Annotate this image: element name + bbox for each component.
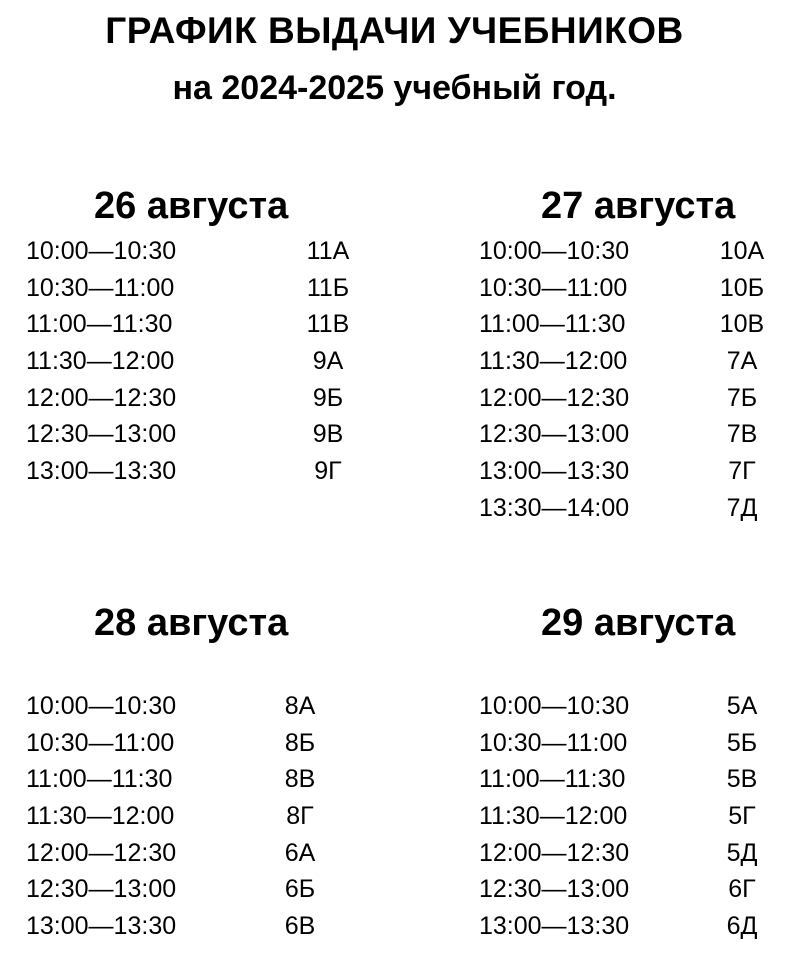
time-slot: 12:00—12:30 [479,838,630,867]
time-slot: 13:00—13:30 [26,457,177,486]
schedule-list [479,692,789,949]
class-name: 8Б [284,728,316,757]
class-name: 8А [284,692,316,720]
schedule-row [26,912,386,949]
schedule-row [26,839,386,876]
time-slot: 11:00—11:30 [479,310,626,339]
class-name: 7А [726,347,758,376]
schedule-row [479,729,789,766]
class-name: 10В [719,310,765,339]
schedule-row [479,912,789,949]
class-name: 9В [312,420,344,449]
schedule-row [479,494,789,531]
class-name: 5Д [726,838,758,867]
schedule-row [479,384,789,421]
page-subtitle: на 2024-2025 учебный год. [172,69,617,107]
class-name: 10Б [719,273,765,302]
class-name: 5Г [728,802,756,831]
schedule-list [26,237,386,494]
time-slot: 10:00—10:30 [479,237,630,265]
time-slot: 13:00—13:30 [479,912,630,941]
page-title: ГРАФИК ВЫДАЧИ УЧЕБНИКОВ [105,10,684,51]
class-name: 9Б [312,383,344,412]
class-name: 6Г [728,875,756,904]
day-heading: 29 августа [541,602,736,644]
schedule-row [479,875,789,912]
class-name: 11А [306,237,350,265]
schedule-row [26,802,386,839]
class-name: 9Г [314,457,342,486]
schedule-row [26,347,386,384]
schedule-row [479,765,789,802]
time-slot: 11:30—12:00 [479,802,628,831]
time-slot: 10:30—11:00 [26,273,175,302]
class-name: 11Б [306,273,350,302]
time-slot: 10:00—10:30 [479,692,630,720]
time-slot: 11:00—11:30 [26,310,173,339]
schedule-row [479,347,789,384]
class-name: 7Б [726,383,758,412]
class-name: 5Б [726,728,758,757]
schedule-row [26,729,386,766]
class-name: 7Г [728,457,756,486]
class-name: 11В [306,310,350,339]
time-slot: 12:30—13:00 [479,875,630,904]
schedule-row [26,765,386,802]
schedule-row [479,802,789,839]
schedule-row [26,274,386,311]
schedule-list [26,692,386,949]
time-slot: 13:00—13:30 [26,912,177,941]
schedule-row [479,420,789,457]
schedule-row [26,237,386,274]
schedule-row [479,457,789,494]
class-name: 6Д [726,912,758,941]
class-name: 7В [726,420,758,449]
class-name: 8Г [286,802,314,831]
class-name: 10А [719,237,765,265]
schedule-row [26,384,386,421]
time-slot: 12:00—12:30 [26,838,177,867]
schedule-row [26,875,386,912]
time-slot: 10:30—11:00 [479,273,628,302]
time-slot: 12:30—13:00 [26,420,177,449]
time-slot: 12:00—12:30 [26,383,177,412]
class-name: 6Б [284,875,316,904]
schedule-row [479,237,789,274]
class-name: 7Д [726,493,758,522]
class-name: 9А [312,347,344,376]
day-heading: 28 августа [94,602,289,644]
time-slot: 11:30—12:00 [26,802,175,831]
time-slot: 10:00—10:30 [26,237,177,265]
time-slot: 13:30—14:00 [479,493,630,522]
class-name: 8В [284,765,316,794]
class-name: 5А [726,692,758,720]
time-slot: 10:30—11:00 [479,728,628,757]
time-slot: 11:30—12:00 [479,347,628,376]
schedule-list [479,237,789,531]
day-heading: 26 августа [94,185,289,227]
time-slot: 12:00—12:30 [479,383,630,412]
schedule-row [479,274,789,311]
class-name: 5В [726,765,758,794]
class-name: 6В [284,912,316,941]
time-slot: 10:00—10:30 [26,692,177,720]
schedule-row [479,310,789,347]
time-slot: 11:00—11:30 [26,765,173,794]
day-heading: 27 августа [541,185,736,227]
time-slot: 13:00—13:30 [479,457,630,486]
schedule-row [26,457,386,494]
schedule-row [26,692,386,729]
schedule-row [26,420,386,457]
schedule-row [479,692,789,729]
time-slot: 11:30—12:00 [26,347,175,376]
schedule-row [26,310,386,347]
time-slot: 12:30—13:00 [479,420,630,449]
class-name: 6А [284,838,316,867]
schedule-row [479,839,789,876]
time-slot: 12:30—13:00 [26,875,177,904]
time-slot: 10:30—11:00 [26,728,175,757]
time-slot: 11:00—11:30 [479,765,626,794]
